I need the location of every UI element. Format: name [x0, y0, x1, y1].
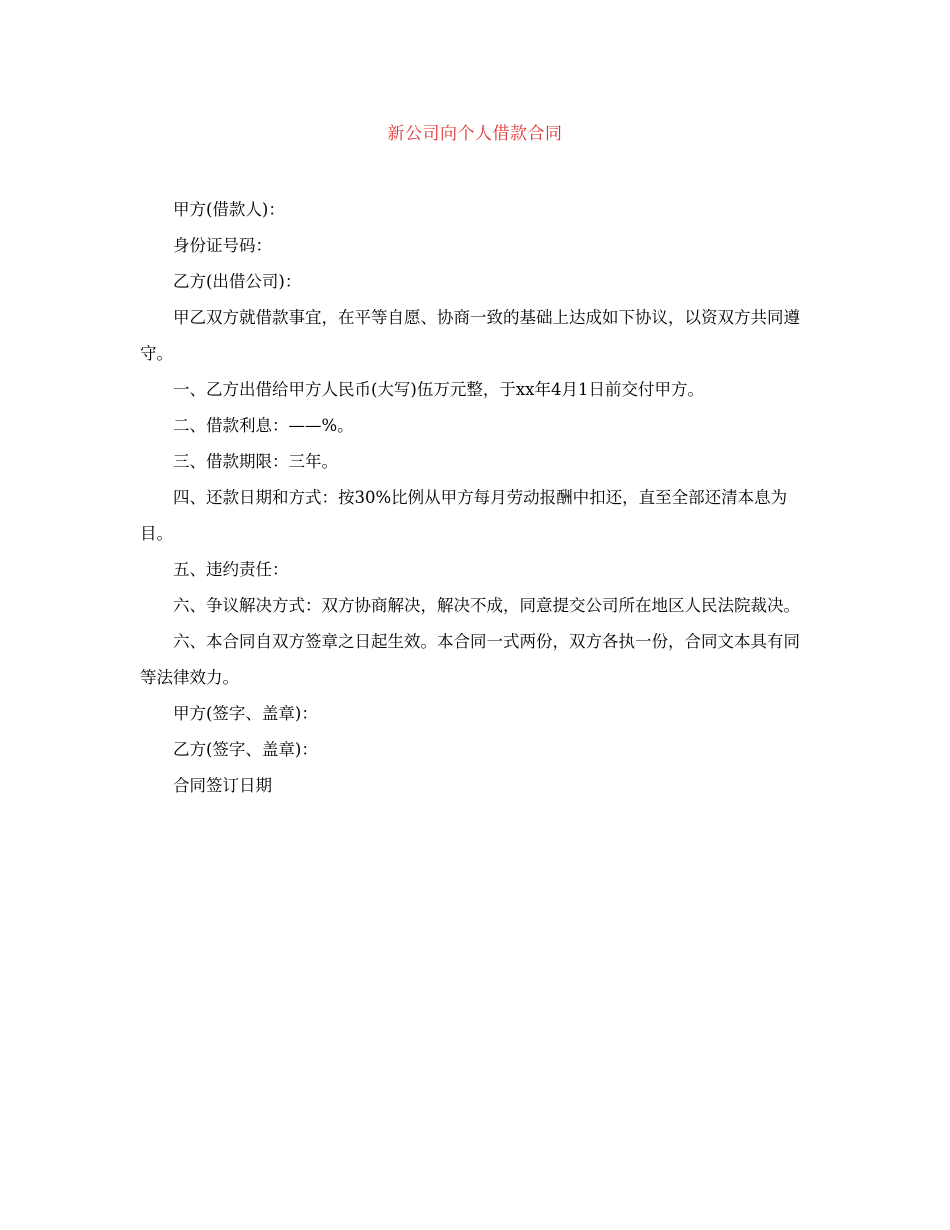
document-title: 新公司向个人借款合同: [387, 124, 563, 144]
clause-interest: 二、借款利息：——%。: [173, 416, 354, 435]
clause-dispute: 六、争议解决方式：双方协商解决，解决不成，同意提交公司所在地区人民法院裁决。: [173, 596, 800, 615]
clause-loan-amount: 一、乙方出借给甲方人民币(大写)伍万元整，于xx年4月1日前交付甲方。: [173, 380, 704, 399]
signature-party-a: 甲方(签字、盖章)：: [173, 704, 318, 723]
clause-repayment: 四、还款日期和方式：按30%比例从甲方每月劳动报酬中扣还，直至全部还清本息为目。: [140, 488, 788, 543]
agreement-intro: 甲乙双方就借款事宜，在平等自愿、协商一致的基础上达成如下协议，以资双方共同遵守。: [140, 308, 800, 363]
party-b-line: 乙方(出借公司)：: [173, 272, 302, 291]
clause-breach: 五、违约责任：: [173, 560, 289, 579]
signature-party-b: 乙方(签字、盖章)：: [173, 740, 318, 759]
id-number-line: 身份证号码：: [173, 236, 272, 255]
clause-term: 三、借款期限：三年。: [173, 452, 338, 471]
party-a-line: 甲方(借款人)：: [173, 200, 285, 219]
signing-date-line: 合同签订日期: [173, 776, 272, 795]
document-body: [140, 192, 808, 804]
clause-effect: 六、本合同自双方签章之日起生效。本合同一式两份，双方各执一份，合同文本具有同等法律效力。: [140, 632, 800, 687]
